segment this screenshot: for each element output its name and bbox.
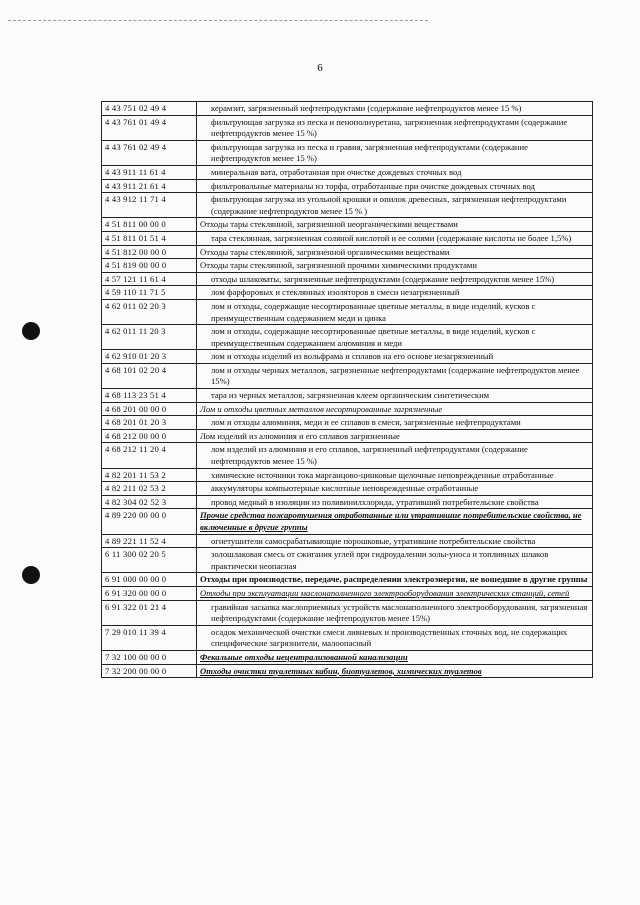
table-row: [102, 193, 593, 218]
table-row: [102, 165, 593, 179]
waste-code-cell: 4 68 212 11 20 4: [102, 443, 197, 468]
waste-description-cell: гравийная засыпка маслоприемных устройств маслонаполненного электрооборудования, загрязненная нефтепродуктами (содержание нефтепродуктов менее 15%): [197, 600, 593, 625]
waste-description-cell: лом и отходы, содержащие несортированные цветные металлы, в виде изделий, кусков с преимущественным содержанием меди и цинка: [197, 299, 593, 324]
table-row: [102, 664, 593, 678]
waste-code-cell: 6 91 000 00 00 0: [102, 573, 197, 587]
waste-description-cell: лом и отходы, содержащие несортированные цветные металлы, в виде изделий, кусков с преимущественным содержанием алюминия и меди: [197, 325, 593, 350]
waste-description-cell: Отходы тары стеклянной, загрязненной прочими химическими продуктами: [197, 259, 593, 273]
waste-description-cell: лом изделий из алюминия и его сплавов, загрязненный нефтепродуктами (содержание нефтепродуктов менее 15 %): [197, 443, 593, 468]
table-row: [102, 231, 593, 245]
waste-code-cell: 7 32 100 00 00 0: [102, 650, 197, 664]
waste-code-cell: 4 68 201 01 20 3: [102, 416, 197, 430]
waste-description-cell: минеральная вата, отработанная при очистке дождевых сточных вод: [197, 165, 593, 179]
table-row: [102, 495, 593, 509]
waste-description-cell: Прочие средства пожаротушения отработанные или утратившие потребительские свойства, не включенные в другие группы: [197, 509, 593, 534]
waste-description-cell: Отходы очистки туалетных кабин, биотуалетов, химических туалетов: [197, 664, 593, 678]
waste-codes-table: [101, 101, 593, 678]
waste-description-cell: отходы шлаковаты, загрязненные нефтепродуктами (содержание нефтепродуктов менее 15%): [197, 272, 593, 286]
table-row: [102, 179, 593, 193]
table-row: [102, 259, 593, 273]
table-row: [102, 443, 593, 468]
waste-description-cell: провод медный в изоляции из поливинилхлорида, утративший потребительские свойства: [197, 495, 593, 509]
waste-description-cell: Отходы тары стеклянной, загрязненной неорганическими веществами: [197, 218, 593, 232]
table-row: [102, 548, 593, 573]
table-row: [102, 286, 593, 300]
waste-description-cell: фильтрующая загрузка из песка и гравия, загрязненная нефтепродуктами (содержание нефтепродуктов менее 15 %): [197, 140, 593, 165]
table-row: [102, 650, 593, 664]
waste-code-cell: 4 82 201 11 53 2: [102, 468, 197, 482]
waste-code-cell: 4 89 220 00 00 0: [102, 509, 197, 534]
waste-code-cell: 4 68 212 00 00 0: [102, 429, 197, 443]
table-row: [102, 350, 593, 364]
waste-codes-table-body: [102, 102, 593, 678]
table-row: [102, 245, 593, 259]
waste-code-cell: 4 68 201 00 00 0: [102, 402, 197, 416]
waste-description-cell: Лом и отходы цветных металлов несортированные загрязненные: [197, 402, 593, 416]
waste-code-cell: 4 43 911 21 61 4: [102, 179, 197, 193]
waste-code-cell: 4 62 011 02 20 3: [102, 299, 197, 324]
waste-description-cell: химические источники тока марганцово-цинковые щелочные неповрежденные отработанные: [197, 468, 593, 482]
waste-code-cell: 4 51 819 00 00 0: [102, 259, 197, 273]
waste-description-cell: Отходы при эксплуатации маслонаполненного электрооборудования электрических станций, сетей: [197, 586, 593, 600]
table-row: [102, 625, 593, 650]
table-row: [102, 272, 593, 286]
table-row: [102, 534, 593, 548]
waste-code-cell: 4 59 110 11 71 5: [102, 286, 197, 300]
waste-description-cell: огнетушители самосрабатывающие порошковые, утратившие потребительские свойства: [197, 534, 593, 548]
waste-code-cell: 7 29 010 11 39 4: [102, 625, 197, 650]
table-row: [102, 402, 593, 416]
waste-code-cell: 4 43 761 02 49 4: [102, 140, 197, 165]
scan-header-line: [8, 20, 428, 21]
waste-description-cell: тара из черных металлов, загрязненная клеем органическим синтетическим: [197, 389, 593, 403]
table-row: [102, 482, 593, 496]
waste-description-cell: Отходы при производстве, передаче, распределении электроэнергии, не вошедшие в другие группы: [197, 573, 593, 587]
waste-code-cell: 4 43 911 11 61 4: [102, 165, 197, 179]
waste-code-cell: 6 91 322 01 21 4: [102, 600, 197, 625]
waste-code-cell: 4 43 912 11 71 4: [102, 193, 197, 218]
table-row: [102, 363, 593, 388]
punch-hole-mark: [22, 566, 40, 584]
table-row: [102, 600, 593, 625]
waste-description-cell: Фекальные отходы нецентрализованной канализации: [197, 650, 593, 664]
waste-description-cell: тара стеклянная, загрязненная соляной кислотой и ее солями (содержание кислоты не более 1,5%): [197, 231, 593, 245]
waste-description-cell: лом и отходы черных металлов, загрязненные нефтепродуктами (содержание нефтепродуктов менее 15%): [197, 363, 593, 388]
waste-code-cell: 4 57 121 11 61 4: [102, 272, 197, 286]
waste-description-cell: Отходы тары стеклянной, загрязненной органическими веществами: [197, 245, 593, 259]
waste-description-cell: аккумуляторы компьютерные кислотные неповрежденные отработанные: [197, 482, 593, 496]
waste-code-cell: 4 43 761 01 49 4: [102, 115, 197, 140]
waste-description-cell: лом фарфоровых и стеклянных изоляторов в смеси незагрязненный: [197, 286, 593, 300]
waste-code-cell: 4 51 811 01 51 4: [102, 231, 197, 245]
page-number: 6: [317, 62, 323, 74]
waste-description-cell: лом и отходы изделий из вольфрама и сплавов на его основе незагрязненный: [197, 350, 593, 364]
table-row: [102, 218, 593, 232]
waste-code-cell: 4 68 101 02 20 4: [102, 363, 197, 388]
table-row: [102, 429, 593, 443]
waste-description-cell: золошлаковая смесь от сжигания углей при гидроудалении золы-уноса и топливных шлаков практически неопасная: [197, 548, 593, 573]
waste-code-cell: 4 62 011 11 20 3: [102, 325, 197, 350]
waste-code-cell: 4 82 304 02 52 3: [102, 495, 197, 509]
table-row: [102, 325, 593, 350]
table-row: [102, 416, 593, 430]
waste-code-cell: 6 91 320 00 00 0: [102, 586, 197, 600]
table-row: [102, 140, 593, 165]
waste-description-cell: фильтровальные материалы из торфа, отработанные при очистке дождевых сточных вод: [197, 179, 593, 193]
waste-description-cell: Лом изделий из алюминия и его сплавов загрязненные: [197, 429, 593, 443]
table-row: [102, 468, 593, 482]
waste-code-cell: 4 43 751 02 49 4: [102, 102, 197, 116]
waste-code-cell: 4 51 812 00 00 0: [102, 245, 197, 259]
waste-description-cell: фильтрующая загрузка из угольной крошки и опилок древесных, загрязненная нефтепродуктами (содержание нефтепродуктов менее 15 % ): [197, 193, 593, 218]
waste-description-cell: фильтрующая загрузка из песка и пенополиуретана, загрязненная нефтепродуктами (содержание нефтепродуктов менее 15 %): [197, 115, 593, 140]
waste-description-cell: осадок механической очистки смеси ливневых и производственных сточных вод, не содержащих специфические загрязнители, малоопасный: [197, 625, 593, 650]
table-row: [102, 509, 593, 534]
table-row: [102, 102, 593, 116]
waste-code-cell: 4 89 221 11 52 4: [102, 534, 197, 548]
table-row: [102, 389, 593, 403]
table-row: [102, 115, 593, 140]
waste-description-cell: лом и отходы алюминия, меди и ее сплавов в смеси, загрязненные нефтепродуктами: [197, 416, 593, 430]
waste-code-cell: 6 11 300 02 20 5: [102, 548, 197, 573]
table-row: [102, 586, 593, 600]
waste-description-cell: керамзит, загрязненный нефтепродуктами (содержание нефтепродуктов менее 15 %): [197, 102, 593, 116]
waste-code-cell: 4 51 811 00 00 0: [102, 218, 197, 232]
table-row: [102, 573, 593, 587]
waste-code-cell: 7 32 200 00 00 0: [102, 664, 197, 678]
table-row: [102, 299, 593, 324]
waste-code-cell: 4 62 910 01 20 3: [102, 350, 197, 364]
waste-code-cell: 4 82 211 02 53 2: [102, 482, 197, 496]
punch-hole-mark: [22, 322, 40, 340]
waste-code-cell: 4 68 113 23 51 4: [102, 389, 197, 403]
